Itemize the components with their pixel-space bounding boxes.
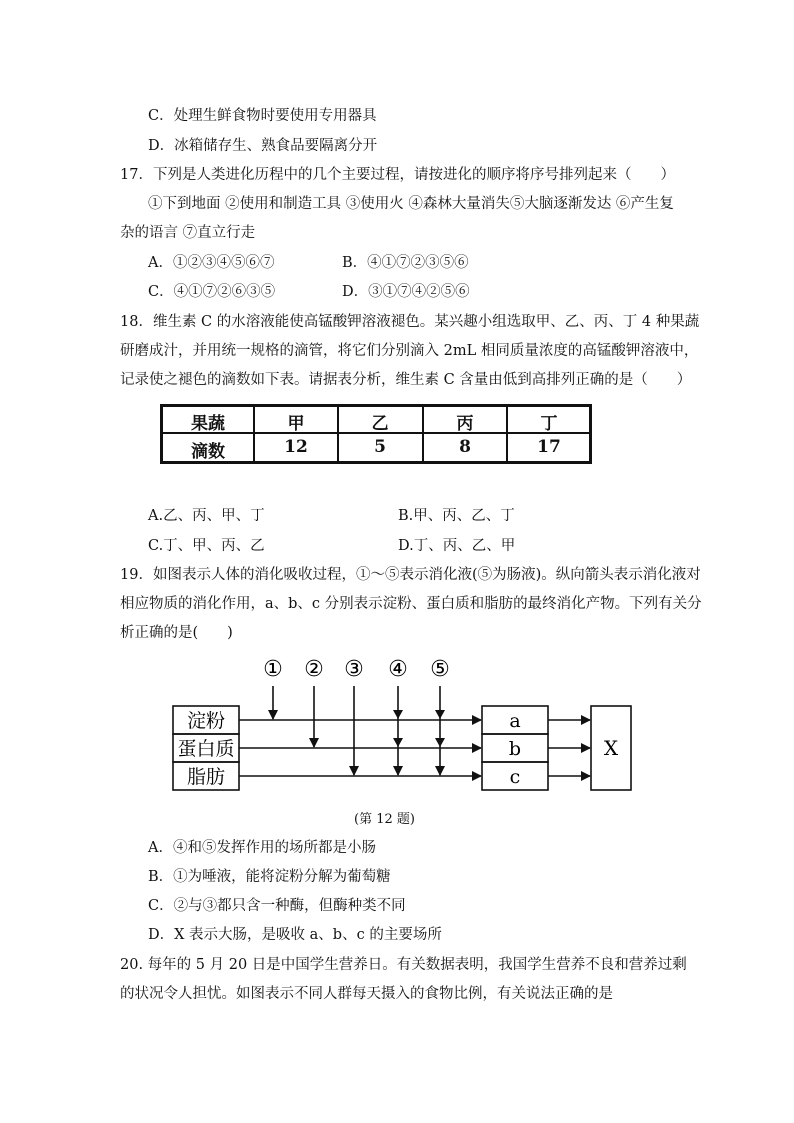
target-x: X xyxy=(603,736,619,760)
product-b: b xyxy=(508,738,522,760)
q17-items-line2: 杂的语言 ⑦直立行走 xyxy=(120,225,256,241)
juice-label-2: ② xyxy=(304,657,324,682)
table-header-yi: 乙 xyxy=(371,414,389,434)
table-header-ding: 丁 xyxy=(540,414,558,434)
substance-starch: 淀粉 xyxy=(186,710,226,732)
q17-option-c: C．④①⑦②⑥③⑤ xyxy=(148,284,276,300)
q18-option-d: D.丁、丙、乙、甲 xyxy=(398,538,516,554)
substance-protein: 蛋白质 xyxy=(177,738,235,760)
table-value-bing: 8 xyxy=(459,437,471,457)
juice-arrow-5-tip-b xyxy=(435,738,445,747)
q18-option-c: C.丁、甲、丙、乙 xyxy=(148,538,265,554)
juice-arrow-5-tip-a xyxy=(435,710,445,719)
q18-stem-line3: 记录使之褪色的滴数如下表。请据表分析，维生素 C 含量由低到高排列正确的是（ ） xyxy=(120,372,692,388)
q19-option-b: B．①为唾液，能将淀粉分解为葡萄糖 xyxy=(148,869,391,885)
q17-option-b: B．④①⑦②③⑤⑥ xyxy=(342,255,469,271)
figure-caption: (第 12 题) xyxy=(354,812,415,827)
table-row-label: 滴数 xyxy=(191,442,225,462)
product-c: c xyxy=(509,766,521,788)
q18-stem-line1: 18．维生素 C 的水溶液能使高锰酸钾溶液褪色。某兴趣小组选取甲、乙、丙、丁 4 种果蔬 xyxy=(120,314,700,330)
table-value-jia: 12 xyxy=(284,437,308,457)
substance-fat: 脂肪 xyxy=(186,766,226,788)
q17-stem: 17．下列是人类进化历程中的几个主要过程，请按进化的顺序将序号排列起来（ ） xyxy=(120,167,675,183)
table-header-fruit: 果蔬 xyxy=(191,414,225,434)
q19-stem-line1: 19．如图表示人体的消化吸收过程，①～⑤表示消化液(⑤为肠液)。纵向箭头表示消化液对 xyxy=(120,567,701,583)
q20-stem-line1: 20. 每年的 5 月 20 日是中国学生营养日。有关数据表明，我国学生营养不良和营养过剩 xyxy=(120,957,687,973)
juice-arrow-4-tip-b xyxy=(393,738,403,747)
table-header-bing: 丙 xyxy=(456,414,474,434)
q19-option-d: D．X 表示大肠，是吸收 a、b、c 的主要场所 xyxy=(148,927,442,943)
q17-items-line1: ①下到地面 ②使用和制造工具 ③使用火 ④森林大量消失⑤大脑逐渐发达 ⑥产生复 xyxy=(148,196,674,212)
q18-option-a: A.乙、丙、甲、丁 xyxy=(148,508,265,524)
table-value-ding: 17 xyxy=(537,437,561,457)
juice-label-5: ⑤ xyxy=(430,657,450,682)
q18-stem-line2: 研磨成汁，并用统一规格的滴管，将它们分别滴入 2mL 相同质量浓度的高锰酸钾溶液中， xyxy=(120,343,699,359)
q19-option-c: C．②与③都只含一种酶，但酶种类不同 xyxy=(148,898,406,914)
juice-label-4: ④ xyxy=(388,657,408,682)
q17-option-d: D．③①⑦④②⑤⑥ xyxy=(342,284,470,300)
q16-option-c: C．处理生鲜食物时要使用专用器具 xyxy=(148,108,377,124)
q19-stem-line2: 相应物质的消化作用，a、b、c 分别表示淀粉、蛋白质和脂肪的最终消化产物。下列有关分 xyxy=(120,596,702,612)
q18-table xyxy=(160,404,592,464)
table-value-yi: 5 xyxy=(374,437,386,457)
digestion-diagram xyxy=(170,652,650,802)
q19-stem-line3: 析正确的是( ) xyxy=(120,625,233,641)
juice-label-3: ③ xyxy=(344,657,364,682)
q19-option-a: A．④和⑤发挥作用的场所都是小肠 xyxy=(148,840,376,856)
q20-stem-line2: 的状况令人担忧。如图表示不同人群每天摄入的食物比例，有关说法正确的是 xyxy=(120,986,613,1002)
q18-option-b: B.甲、丙、乙、丁 xyxy=(398,508,515,524)
table-header-jia: 甲 xyxy=(287,414,305,434)
digestion-diagram-svg xyxy=(170,652,650,802)
juice-arrow-4-tip-a xyxy=(393,710,403,719)
juice-label-1: ① xyxy=(263,657,283,682)
product-a: a xyxy=(509,710,521,732)
q17-option-a: A．①②③④⑤⑥⑦ xyxy=(148,255,275,271)
q16-option-d: D．冰箱储存生、熟食品要隔离分开 xyxy=(148,138,378,154)
